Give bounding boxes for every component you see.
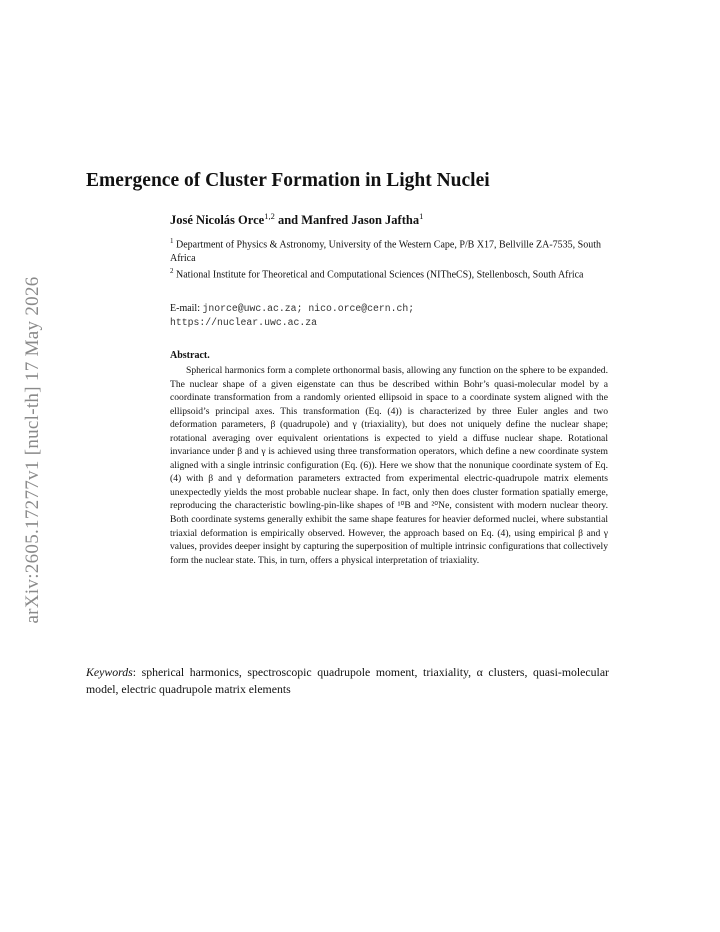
abstract-heading: Abstract. xyxy=(170,350,210,361)
author-separator: and xyxy=(274,213,302,228)
email-label: E-mail: xyxy=(170,303,200,314)
arxiv-sidebar xyxy=(18,240,48,660)
website-link[interactable]: https://nuclear.uwc.ac.za xyxy=(170,316,317,328)
affiliation-1-text: Department of Physics & Astronomy, University of the Western Cape, P/B X17, Bellville ZA-7535, South Africa xyxy=(170,239,601,264)
author-line xyxy=(170,211,423,228)
arxiv-identifier: arXiv:2605.17277v1 [nucl-th] 17 May 2026 xyxy=(22,276,43,624)
abstract-body: Spherical harmonics form a complete orthonormal basis, allowing any function on the sphere to be expanded. The nuclear shape of a given eigenstate can thus be described within Bohr’s quasi-molecular model by a coordinate transformation from a randomly oriented ellipsoid in space to a coordinate system aligned with the ellipsoid’s principal axes. This transformation (Eq. (4)) is characterized by three Euler angles and two deformation parameters, β (quadrupole) and γ (triaxiality), but does not uniquely define the nuclear shape; rotational averaging over equivalent orientations is expected to yield a diffuse nuclear shape. Rotational invariance under β and γ is achieved using three transformation operators, which define a new coordinate system aligned with a single intrinsic configuration (Eq. (6)). Here we show that the nonunique coordinate system of Eq. (4) with β and γ deformation parameters extracted from experimental electric-quadrupole matrix elements unexpectedly yields the most probable nuclear shape. In fact, only then does cluster formation spatially emerge, reproducing the characteristic bowling-pin-like shapes of ¹⁰B and ²⁰Ne, consistent with modern nuclear theory. Both coordinate systems generally exhibit the same shape features for heavier deformed nuclei, where substantial triaxial deformation is empirically observed. However, the approach based on Eq. (4), using empirical β and γ values, provides deeper insight by capturing the superposition of multiple intrinsic configurations that collectively form the nuclear state. This, in turn, offers a physical interpretation of triaxiality. xyxy=(170,365,609,566)
affiliation-2 xyxy=(170,265,610,282)
affiliation-2-number: 2 xyxy=(170,267,174,275)
keywords-block: Keywords: spherical harmonics, spectroscopic quadrupole moment, triaxiality, α clusters, quasi-molecular model, electric quadrupole matrix elements xyxy=(86,665,609,696)
author-2-affiliation-marker: 1 xyxy=(419,211,424,221)
keywords-list: spherical harmonics, spectroscopic quadrupole moment, triaxiality, α clusters, quasi-molecular model, electric quadrupole matrix elements xyxy=(86,665,609,696)
affiliation-1-number: 1 xyxy=(170,237,174,245)
author-1-affiliation-marker: 1,2 xyxy=(264,211,275,221)
paper-title: Emergence of Cluster Formation in Light Nuclei xyxy=(86,170,490,191)
author-1: José Nicolás Orce xyxy=(170,213,265,228)
affiliation-1 xyxy=(170,235,610,265)
affiliation-2-text: National Institute for Theoretical and Computational Sciences (NITheCS), Stellenbosch, South Africa xyxy=(176,269,584,281)
email-addresses[interactable]: jnorce@uwc.ac.za; nico.orce@cern.ch; xyxy=(202,303,415,314)
author-2: Manfred Jason Jaftha xyxy=(301,213,420,228)
contact-block xyxy=(170,302,610,329)
keywords-label: Keywords xyxy=(86,665,133,679)
